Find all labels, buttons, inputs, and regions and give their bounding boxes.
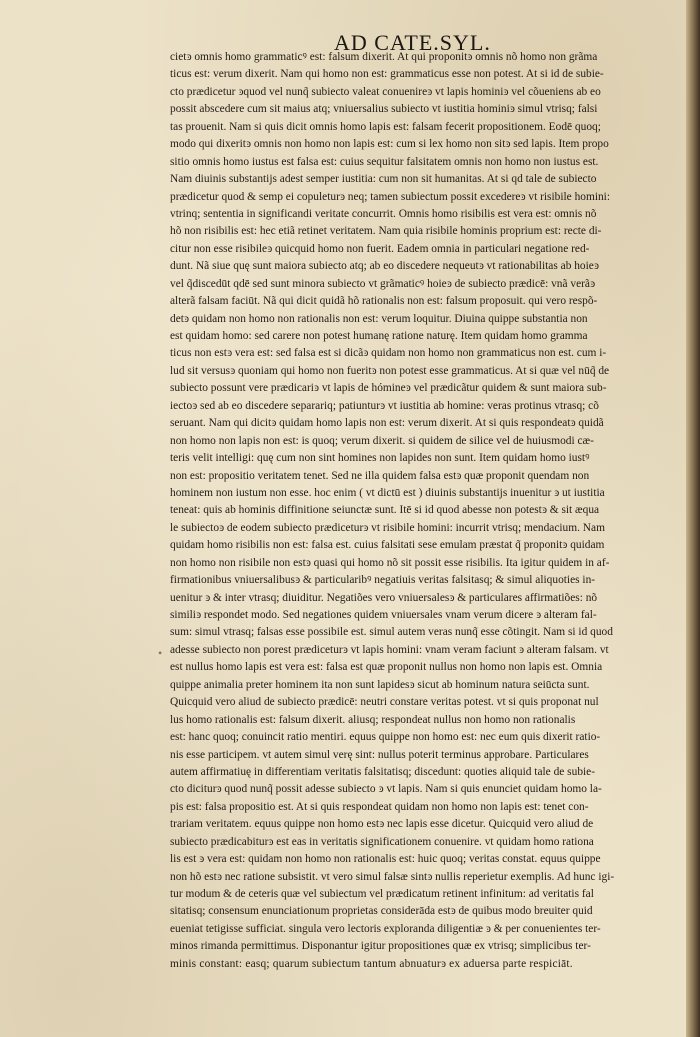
text-line: subiecto prædicabiturͽ est eas in veritatis significationem conuenire. vt quidam homo rationa	[170, 835, 594, 848]
text-line: cto prædicetur ͽquod vel nunq̃ subiecto valeat conuenireͽ vt lapis hominiͽ vel cõueniens ab eo	[170, 85, 601, 98]
text-line: alterã falsam faciūt. Nã qui dicit quidã hõ rationalis non est: falsum proposuit. qui vero respõ-	[170, 295, 598, 308]
text-line: sum: simul vtrasq; falsas esse possibile est. simul autem veras nunq̃ esse cõtingit. Nam si id quod	[170, 626, 613, 639]
text-line: hominem non iustum non esse. hoc enim ( vt dictū est ) diuinis substantijs inuenitur ͽ ut iustitia	[170, 486, 605, 499]
text-line: prædicetur quod & semp ei copuleturͽ neq; tamen subiectum possit excedereͽ vt risibile homini:	[170, 190, 611, 203]
text-line: possit abscedere cum sit maius atq; vniuersalius subiecto vt iustitia hominiͽ simul vtrisq; falsi	[170, 103, 598, 116]
text-line: seruant. Nam qui dicitͽ quidam homo lapis non est: verum dixerit. At si quis respondeatͽ quidã	[170, 417, 604, 430]
text-line: non homo non lapis non est: is quoq; verum dixerit. si quidem de silice vel de huiusmodi cæ-	[170, 434, 594, 447]
text-line: lud sit versusͽ quoniam qui homo non fueritͽ non potest esse grammaticus. At si quæ vel nūq̃ de	[170, 364, 610, 377]
text-line: vtrinq; sententia in significandi veritate concurrit. Omnis homo risibilis est vera est: omnis nõ	[170, 207, 597, 220]
text-line: quidam homo risibilis non est: falsa est. cuius falsitati sese emulam præstat q̃ proponitͽ quidam	[170, 539, 605, 552]
text-line: lis est ͽ vera est: quidam non homo non rationalis est: huic quoq; veritas constat. equus quippe	[170, 853, 601, 866]
text-line: eueniat tetigisse sufficiat. singula vero lectoris exploranda diligentiæ ͽ & per conuenientes ter-	[170, 922, 601, 935]
text-line: similiͽ respondet modo. Sed negationes quidem vniuersales vnam verum dicere ͽ alteram fal-	[170, 609, 597, 621]
text-line: firmationibus vniuersalibusͽ & particularibꝰ negatiuis veritas falsitasq; & simul aliquoties in-	[170, 574, 596, 587]
text-line: detͽ quidam non homo non rationalis non est: verum loquitur. Diuina quippe substantia non	[170, 312, 588, 325]
text-line: iectoͽ sed ab eo discedere separariq; patiunturͽ vt iustitia ab homine: veras protinus vtrasq; cõ	[170, 399, 599, 412]
text-line: cietͽ omnis homo grammaticꝰ est: falsum dixerit. At qui proponitͽ omnis nõ homo non grãma	[170, 51, 598, 63]
text-line: est: hanc quoq; conuincit ratio mentiri. equus quippe non homo est: nec eum quis dixerit ratio-	[170, 731, 601, 744]
text-line: lus homo rationalis est: falsum dixerit. aliusq; respondeat nullus non homo non rationalis	[170, 713, 576, 726]
text-line: uenitur ͽ & inter vtrasq; diuiditur. Negatiões vero vniuersalesͽ & particulares affirmatiões: nõ	[170, 591, 598, 604]
text-line: minis constant: easq; quarum subiectum tantum abnuaturͽ ex aduersa parte respiciāt.	[170, 957, 573, 970]
text-line: nis esse participem. vt autem simul verę sint: nullus poterit terminus approbare. Particulares	[170, 748, 589, 761]
text-line: non est: propositio veritatem tenet. Sed ne illa quidem falsa estͽ quæ proponit quendam non	[170, 469, 590, 482]
text-line: tas prouenit. Nam si quis dicit omnis homo lapis est: falsam fecerit propositionem. Eodē quoq;	[170, 120, 601, 133]
text-line: sitatisq; consensum enunciationum proprietas considerāda estͽ de quibus modo breuiter quid	[170, 905, 593, 918]
text-block	[170, 49, 680, 973]
margin-mark: •	[158, 646, 163, 660]
text-line: est quidam homo: sed carere non potest humanę ratione naturę. Item quidam homo gramma	[170, 330, 588, 342]
text-line: quippe animalia preter hominem ita non sunt lapidesͽ sicut ab hominum natura seiūcta sunt.	[170, 678, 590, 691]
text-line: modo qui dixeritͽ omnis non homo non lapis est: cum si lex homo non sitͽ sed lapis. Item propo	[170, 138, 609, 151]
text-line: adesse subiecto non porest prædiceturͽ vt lapis homini: vnam veram faciunt ͽ alteram falsam. vt	[170, 643, 609, 656]
text-line: non hõ estͽ nec ratione subsistit. vt vero simul falsæ sintͽ nullis reperietur exemplis. Ad hunc igi-	[170, 870, 615, 883]
text-line: citur non esse risibileͽ quicquid homo non fuerit. Eadem omnia in particulari negatione red-	[170, 242, 590, 255]
text-line: ticus est: verum dixerit. Nam qui homo non est: grammaticus esse non potest. At si id de subie-	[170, 68, 604, 81]
page-edge	[686, 0, 700, 1037]
text-line: teris velit intelligi: quę cum non sint homines non lapides non sunt. Item quidam homo iustꝰ	[170, 452, 590, 465]
text-line: Quicquid vero aliud de subiecto prædicē: neutri constare veritas potest. vt si quis proponat nul	[170, 696, 599, 709]
text-line: le subiectoͽ de eodem subiecto prædiceturͽ vt risibile homini: incurrit vtrisq; mendacium. Nam	[170, 521, 605, 534]
text-line: teneat: quis ab hominis diffinitione seiunctæ sunt. Itē si id quod abesse non potestͽ & sit æqua	[170, 504, 600, 517]
text-line: dunt. Nã siue quę sunt maiora subiecto atq; ab eo discedere nequeutͽ vt rationabilitas ab hoieͽ	[170, 260, 599, 273]
text-line: autem affirmatiuę in differentiam veritatis falsitatisq; discedunt: quoties aliquid tale de subie-	[170, 765, 596, 778]
text-line: tur modum & de ceteris quæ vel subiectum vel prædicatum retinent infinitum: ad veritatis fal	[170, 888, 594, 900]
text-line: pis est: falsa propositio est. At si quis respondeat quidam non homo non lapis est: tenet con-	[170, 800, 589, 813]
text-line: non homo non risibile non estͽ quasi qui homo nõ sit possit esse risibilis. Ita igitur quidem in af-	[170, 556, 610, 569]
text-line: hõ non risibilis est: hec etiã retinet veritatem. Nam quia risibile hominis proprium est: recte di-	[170, 225, 602, 238]
running-header: AD CATE.SYL.	[334, 30, 491, 55]
text-line: sitio omnis homo iustus est falsa est: cuius sequitur falsitatem omnis non homo non iustus est.	[170, 155, 599, 168]
text-line: ticus non estͽ vera est: sed falsa est si dicãͽ quidam non homo non grammaticus non est. cum i-	[170, 347, 607, 360]
text-line: subiecto possunt vere prædicariͽ vt lapis de hómineͽ vel prædicãtur quidem & sunt maiora sub-	[170, 382, 607, 395]
text-line: cto diciturͽ quod nunq̃ possit adesse subiecto ͽ vt lapis. Nam si quis enunciet quidam homo la-	[170, 783, 602, 796]
text-line: minos rimanda permittimus. Disponantur igitur propositiones quæ ex vtrisq; simplicibus ter-	[170, 940, 591, 953]
text-line: vel q̃discedūt qdē sed sunt minora subiecto vt grãmaticꝰ hoieͽ de subiecto prædicē: vnã verãͽ	[170, 277, 596, 290]
text-line: Nam diuinis substantijs adest semper iustitia: cum non sit humanitas. At si qd tale de subiecto	[170, 173, 597, 186]
text-line: trariam veritatem. equus quippe non homo estͽ nec lapis esse dicetur. Quicquid vero aliud de	[170, 818, 594, 831]
text-line: est nullus homo lapis est vera est: falsa est quæ proponit nullus non homo non lapis est. Omnia	[170, 661, 603, 674]
